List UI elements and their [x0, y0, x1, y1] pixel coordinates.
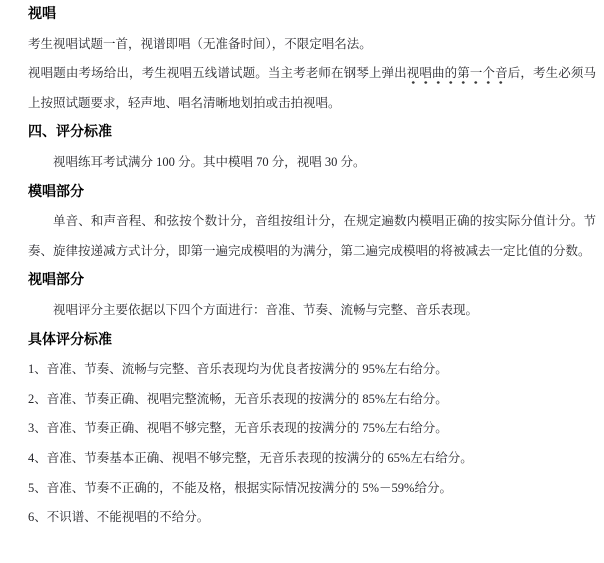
para-total-score: 视唱练耳考试满分 100 分。其中模唱 70 分，视唱 30 分。 — [53, 154, 366, 169]
para-sight-singing-procedure — [28, 59, 596, 118]
heading-scoring-standards: 四、评分标准 — [28, 125, 112, 141]
heading-specific-criteria: 具体评分标准 — [28, 332, 112, 348]
heading-sight-singing-part: 视唱部分 — [28, 273, 84, 289]
criteria-item-6: 6、不识谱、不能视唱的不给分。 — [28, 510, 210, 525]
para-imitation-scoring: 单音、和声音程、和弦按个数计分，音组按组计分，在规定遍数内模唱正确的按实际分值计分。节奏、旋律按递减方式计分，即第一遍完成模唱的为满分，第二遍完成模唱的将被减去一定比值的分数。 — [28, 214, 596, 258]
criteria-item-3: 3、音准、节奏正确、视唱不够完整，无音乐表现的按满分的 75%左右给分。 — [28, 421, 448, 436]
para-sight-singing-task: 考生视唱试题一首，视谱即唱（无准备时间），不限定唱名法。 — [28, 36, 372, 51]
criteria-item-1: 1、音准、节奏、流畅与完整、音乐表现均为优良者按满分的 95%左右给分。 — [28, 362, 448, 377]
criteria-item-5: 5、音准、节奏不正确的，不能及格，根据实际情况按满分的 5%－59%给分。 — [28, 480, 452, 495]
heading-sight-singing: 视唱 — [28, 7, 56, 22]
criteria-item-2: 2、音准、节奏正确、视唱完整流畅，无音乐表现的按满分的 85%左右给分。 — [28, 391, 448, 406]
emphasized-first-note-text: 视唱曲的第一个音 — [407, 66, 508, 84]
para-sight-singing-scoring: 视唱评分主要依据以下四个方面进行：音准、节奏、流畅与完整、音乐表现。 — [53, 302, 479, 317]
criteria-item-4: 4、音准、节奏基本正确、视唱不够完整，无音乐表现的按满分的 65%左右给分。 — [28, 450, 473, 465]
heading-imitation-singing-part: 模唱部分 — [28, 184, 84, 200]
procedure-text-after: 后，考生必须马上按照试题要求，轻声地、唱名清晰地划拍或击拍视唱。 — [28, 66, 596, 110]
procedure-text-before: 视唱题由考场给出，考生视唱五线谱试题。当主考老师在钢琴上弹出 — [28, 66, 407, 81]
